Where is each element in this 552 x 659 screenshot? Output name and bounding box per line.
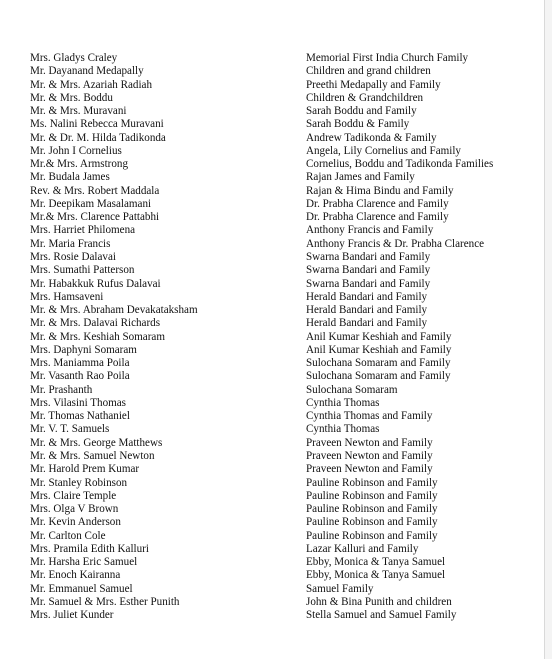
donor-family: Herald Bandari and Family: [306, 290, 428, 303]
donor-family: Anthony Francis & Dr. Prabha Clarence: [306, 237, 485, 250]
donor-family: Ebby, Monica & Tanya Samuel: [306, 556, 446, 569]
donor-family: Andrew Tadikonda & Family: [306, 131, 437, 144]
donor-family: Cynthia Thomas: [306, 396, 380, 409]
honoree-name: Mr. Budala James: [30, 171, 110, 184]
donor-family: Pauline Robinson and Family: [306, 516, 438, 529]
honoree-name: Mr. & Mrs. Abraham Devakataksham: [30, 304, 198, 317]
donor-family: Herald Bandari and Family: [306, 317, 428, 330]
donor-family: Rajan & Hima Bindu and Family: [306, 184, 454, 197]
donor-family: Dr. Prabha Clarence and Family: [306, 211, 449, 224]
donor-family: Anil Kumar Keshiah and Family: [306, 343, 452, 356]
honoree-name: Mrs. Hamsaveni: [30, 290, 104, 303]
honoree-name: Mr. Samuel & Mrs. Esther Punith: [30, 595, 180, 608]
donor-family: Swarna Bandari and Family: [306, 250, 431, 263]
honoree-name: Mr. Enoch Kairanna: [30, 569, 121, 582]
donor-family: Praveen Newton and Family: [306, 449, 433, 462]
honoree-name: Mr. & Mrs. Azariah Radiah: [30, 78, 153, 91]
honoree-name: Mrs. Gladys Craley: [30, 52, 118, 64]
honoree-name: Mr. Deepikam Masalamani: [30, 197, 152, 210]
honoree-name: Mr. Carlton Cole: [30, 529, 106, 542]
honoree-name: Mr. V. T. Samuels: [30, 423, 110, 436]
donor-family: Ebby, Monica & Tanya Samuel: [306, 569, 446, 582]
honoree-name: Mr. Thomas Nathaniel: [30, 410, 130, 423]
donor-family: Herald Bandari and Family: [306, 304, 428, 317]
honoree-name: Mr.& Mrs. Armstrong: [30, 158, 129, 171]
donor-family: John & Bina Punith and children: [306, 595, 452, 608]
donor-family: Children and grand children: [306, 65, 431, 78]
donor-families-column: [306, 52, 542, 622]
donor-family: Pauline Robinson and Family: [306, 529, 438, 542]
honoree-name: Mr. Vasanth Rao Poila: [30, 370, 130, 383]
donor-family: Praveen Newton and Family: [306, 436, 433, 449]
donor-family: Lazar Kalluri and Family: [306, 542, 419, 555]
honoree-name: Mr. Harold Prem Kumar: [30, 463, 140, 476]
honoree-name: Mrs. Sumathi Patterson: [30, 264, 135, 277]
honoree-name: Mrs. Vilasini Thomas: [30, 396, 126, 409]
donor-family: Children & Grandchildren: [306, 91, 424, 104]
donor-family: Anil Kumar Keshiah and Family: [306, 330, 452, 343]
honoree-name: Mr. Emmanuel Samuel: [30, 582, 133, 595]
honoree-name: Mr. & Mrs. George Matthews: [30, 436, 163, 449]
honoree-name: Mr. & Mrs. Boddu: [30, 91, 113, 104]
donor-family: Preethi Medapally and Family: [306, 78, 441, 91]
honoree-name: Mrs. Claire Temple: [30, 489, 117, 502]
donor-family: Pauline Robinson and Family: [306, 503, 438, 516]
donor-family: Anthony Francis and Family: [306, 224, 434, 237]
donor-family: Cynthia Thomas and Family: [306, 410, 433, 423]
honoree-name: Mr. & Mrs. Dalavai Richards: [30, 317, 161, 330]
honoree-name: Mrs. Juliet Kunder: [30, 609, 114, 622]
honoree-name: Mrs. Olga V Brown: [30, 503, 119, 516]
donor-family: Praveen Newton and Family: [306, 463, 433, 476]
honoree-name: Mrs. Pramila Edith Kalluri: [30, 542, 149, 555]
honoree-name: Mr. & Mrs. Keshiah Somaram: [30, 330, 165, 343]
honoree-name: Mrs. Rosie Dalavai: [30, 250, 116, 263]
donor-family: Swarna Bandari and Family: [306, 277, 431, 290]
honoree-name: Mr. Stanley Robinson: [30, 476, 128, 489]
donor-family: Rajan James and Family: [306, 171, 415, 184]
donor-family: Swarna Bandari and Family: [306, 264, 431, 277]
honoree-name: Mr. Kevin Anderson: [30, 516, 121, 529]
donor-family: Samuel Family: [306, 582, 374, 595]
honoree-name: Mrs. Daphyni Somaram: [30, 343, 137, 356]
donor-family: Sulochana Somaram and Family: [306, 370, 451, 383]
honoree-name: Mr. Prashanth: [30, 383, 93, 396]
donor-family: Dr. Prabha Clarence and Family: [306, 197, 449, 210]
donor-family: Pauline Robinson and Family: [306, 476, 438, 489]
donor-family: Stella Samuel and Samuel Family: [306, 609, 457, 622]
honoree-name: Mr. & Mrs. Muravani: [30, 105, 127, 118]
honoree-name: Mr. Maria Francis: [30, 237, 111, 250]
donor-family: Sarah Boddu and Family: [306, 105, 417, 118]
honoree-name: Mr.& Mrs. Clarence Pattabhi: [30, 211, 160, 224]
honoree-name: Mr. Harsha Eric Samuel: [30, 556, 138, 569]
honoree-name: Mr. John I Cornelius: [30, 144, 122, 157]
honoree-names-column: [30, 52, 300, 622]
honoree-name: Mrs. Maniamma Poila: [30, 357, 130, 370]
donor-family: Sulochana Somaram and Family: [306, 357, 451, 370]
donor-family: Cornelius, Boddu and Tadikonda Families: [306, 158, 494, 171]
donor-family: Angela, Lily Cornelius and Family: [306, 144, 461, 157]
donor-family: Sulochana Somaram: [306, 383, 398, 396]
honoree-name: Mrs. Harriet Philomena: [30, 224, 136, 237]
honoree-name: Mr. Dayanand Medapally: [30, 65, 144, 78]
honoree-name: Ms. Nalini Rebecca Muravani: [30, 118, 164, 131]
donor-family: Memorial First India Church Family: [306, 52, 469, 64]
donor-family: Pauline Robinson and Family: [306, 489, 438, 502]
honoree-name: Mr. & Mrs. Samuel Newton: [30, 449, 155, 462]
honoree-name: Mr. & Dr. M. Hilda Tadikonda: [30, 131, 166, 144]
donor-family: Sarah Boddu & Family: [306, 118, 410, 131]
donor-family: Cynthia Thomas: [306, 423, 380, 436]
honoree-name: Mr. Habakkuk Rufus Dalavai: [30, 277, 161, 290]
honoree-name: Rev. & Mrs. Robert Maddala: [30, 184, 160, 197]
